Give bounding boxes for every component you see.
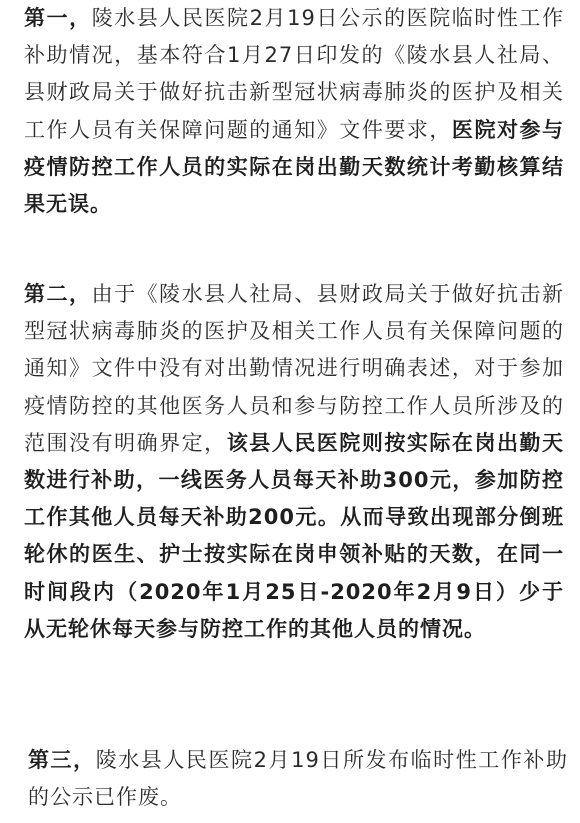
paragraph-3-text: 陵水县人民医院2月19日所发布临时性工作补助的公示已作废。 xyxy=(28,748,568,810)
paragraph-1-lead: 第一， xyxy=(24,6,92,30)
paragraph-2-lead: 第二， xyxy=(24,282,92,306)
paragraph-3-lead: 第三， xyxy=(28,748,96,772)
paragraph-3 xyxy=(28,742,568,816)
paragraph-2-bold: 该县人民医院则按实际在岗出勤天数进行补助，一线医务人员每天补助300元，参加防控工作其他人员每天补助200元。从而导致出现部分倒班轮休的医生、护士按实际在岗申领补贴的天数，在同一时间段内（2020年1月25日-2020年2月9日）少于从无轮休每天参与防控工作的其他人员的情况。 xyxy=(24,430,565,641)
paragraph-2 xyxy=(24,276,564,648)
paragraph-1 xyxy=(24,0,564,223)
paragraph-1-bold: 医院对参与疫情防控工作人员的实际在岗出勤天数统计考勤核算结果无误。 xyxy=(24,117,565,217)
paragraph-1-text: 陵水县人民医院2月19日公示的医院临时性工作补助情况，基本符合1月27日印发的《陵水县人社局、县财政局关于做好抗击新型冠状病毒肺炎的医护及相关工作人员有关保障问题的通知》文件要求， xyxy=(24,6,564,142)
paragraph-2-text: 由于《陵水县人社局、县财政局关于做好抗击新型冠状病毒肺炎的医护及相关工作人员有关保障问题的通知》文件中没有对出勤情况进行明确表述，对于参加疫情防控的其他医务人员和参与防控工作人员所涉及的范围没有明确界定， xyxy=(24,282,565,455)
